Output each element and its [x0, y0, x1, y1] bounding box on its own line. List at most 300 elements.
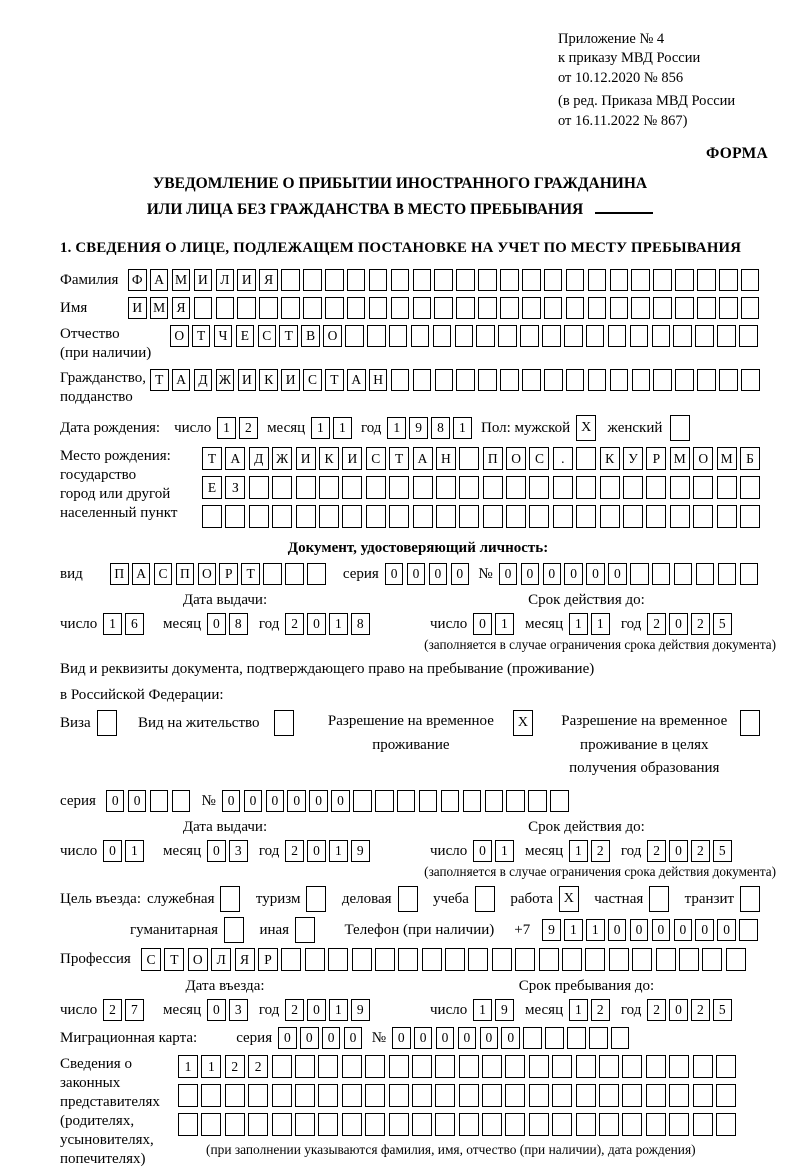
- char-cell[interactable]: 1: [125, 840, 144, 862]
- char-cell[interactable]: [194, 297, 213, 319]
- char-cell[interactable]: [693, 1055, 713, 1078]
- char-cell[interactable]: [675, 297, 694, 319]
- char-cell[interactable]: 0: [344, 1027, 363, 1049]
- char-cell[interactable]: Т: [202, 447, 222, 470]
- char-cell[interactable]: [225, 1113, 245, 1136]
- char-cell[interactable]: [172, 790, 191, 812]
- char-cell[interactable]: 0: [436, 1027, 455, 1049]
- char-cell[interactable]: [506, 505, 526, 528]
- char-cell[interactable]: М: [717, 447, 737, 470]
- char-cell[interactable]: [391, 269, 410, 291]
- char-cell[interactable]: [97, 710, 117, 736]
- char-cell[interactable]: О: [198, 563, 217, 585]
- char-cell[interactable]: 2: [691, 840, 710, 862]
- char-cell[interactable]: [459, 476, 479, 499]
- char-cell[interactable]: [445, 948, 465, 971]
- char-cell[interactable]: [539, 948, 559, 971]
- char-cell[interactable]: [366, 476, 386, 499]
- char-cell[interactable]: [435, 369, 454, 391]
- char-cell[interactable]: [398, 948, 418, 971]
- char-cell[interactable]: [630, 325, 649, 347]
- char-cell[interactable]: М: [150, 297, 169, 319]
- char-cell[interactable]: И: [194, 269, 213, 291]
- char-cell[interactable]: [475, 886, 495, 912]
- char-cell[interactable]: С: [303, 369, 322, 391]
- char-cell[interactable]: 0: [266, 790, 285, 812]
- char-cell[interactable]: [600, 505, 620, 528]
- char-cell[interactable]: К: [259, 369, 278, 391]
- char-cell[interactable]: .: [553, 447, 573, 470]
- char-cell[interactable]: 0: [521, 563, 540, 585]
- char-cell[interactable]: 1: [201, 1055, 221, 1078]
- char-cell[interactable]: 1: [473, 999, 492, 1021]
- char-cell[interactable]: X: [559, 886, 579, 912]
- char-cell[interactable]: [675, 269, 694, 291]
- char-cell[interactable]: [285, 563, 304, 585]
- char-cell[interactable]: [646, 1113, 666, 1136]
- char-cell[interactable]: [669, 1055, 689, 1078]
- char-cell[interactable]: [455, 325, 474, 347]
- char-cell[interactable]: 0: [244, 790, 263, 812]
- char-cell[interactable]: [553, 505, 573, 528]
- char-cell[interactable]: 1: [387, 417, 406, 439]
- char-cell[interactable]: [178, 1084, 198, 1107]
- char-cell[interactable]: [352, 948, 372, 971]
- char-cell[interactable]: [375, 790, 394, 812]
- char-cell[interactable]: [272, 1113, 292, 1136]
- char-cell[interactable]: [435, 1055, 455, 1078]
- char-cell[interactable]: [529, 1055, 549, 1078]
- char-cell[interactable]: 0: [300, 1027, 319, 1049]
- char-cell[interactable]: [741, 269, 760, 291]
- char-cell[interactable]: [522, 297, 541, 319]
- char-cell[interactable]: [589, 1027, 608, 1049]
- char-cell[interactable]: 1: [329, 613, 348, 635]
- char-cell[interactable]: Ж: [216, 369, 235, 391]
- char-cell[interactable]: [529, 505, 549, 528]
- char-cell[interactable]: [459, 447, 479, 470]
- char-cell[interactable]: [669, 1084, 689, 1107]
- char-cell[interactable]: [202, 505, 222, 528]
- char-cell[interactable]: [365, 1084, 385, 1107]
- char-cell[interactable]: [588, 369, 607, 391]
- char-cell[interactable]: [391, 297, 410, 319]
- char-cell[interactable]: [646, 505, 666, 528]
- char-cell[interactable]: [303, 269, 322, 291]
- char-cell[interactable]: [272, 1055, 292, 1078]
- char-cell[interactable]: X: [576, 415, 596, 441]
- char-cell[interactable]: С: [258, 325, 277, 347]
- char-cell[interactable]: [281, 269, 300, 291]
- char-cell[interactable]: [646, 476, 666, 499]
- char-cell[interactable]: 0: [564, 563, 583, 585]
- char-cell[interactable]: С: [154, 563, 173, 585]
- char-cell[interactable]: [656, 948, 676, 971]
- char-cell[interactable]: [389, 1084, 409, 1107]
- char-cell[interactable]: [459, 505, 479, 528]
- char-cell[interactable]: 2: [285, 840, 304, 862]
- char-cell[interactable]: Л: [216, 269, 235, 291]
- char-cell[interactable]: [225, 505, 245, 528]
- char-cell[interactable]: [576, 1055, 596, 1078]
- char-cell[interactable]: П: [110, 563, 129, 585]
- char-cell[interactable]: [413, 369, 432, 391]
- char-cell[interactable]: [717, 505, 737, 528]
- char-cell[interactable]: [318, 1055, 338, 1078]
- char-cell[interactable]: [718, 563, 737, 585]
- char-cell[interactable]: 0: [586, 563, 605, 585]
- char-cell[interactable]: [468, 948, 488, 971]
- char-cell[interactable]: 1: [311, 417, 330, 439]
- char-cell[interactable]: 2: [285, 613, 304, 635]
- char-cell[interactable]: [483, 476, 503, 499]
- char-cell[interactable]: 0: [608, 563, 627, 585]
- char-cell[interactable]: 6: [125, 613, 144, 635]
- char-cell[interactable]: [669, 1113, 689, 1136]
- char-cell[interactable]: [307, 563, 326, 585]
- char-cell[interactable]: [150, 790, 169, 812]
- char-cell[interactable]: [435, 1113, 455, 1136]
- char-cell[interactable]: 0: [414, 1027, 433, 1049]
- char-cell[interactable]: [413, 505, 433, 528]
- char-cell[interactable]: 0: [287, 790, 306, 812]
- char-cell[interactable]: [740, 886, 760, 912]
- char-cell[interactable]: [610, 369, 629, 391]
- char-cell[interactable]: [272, 476, 292, 499]
- char-cell[interactable]: [542, 325, 561, 347]
- char-cell[interactable]: А: [413, 447, 433, 470]
- char-cell[interactable]: К: [600, 447, 620, 470]
- char-cell[interactable]: [237, 297, 256, 319]
- char-cell[interactable]: 0: [499, 563, 518, 585]
- char-cell[interactable]: П: [176, 563, 195, 585]
- char-cell[interactable]: 3: [229, 999, 248, 1021]
- char-cell[interactable]: [545, 1027, 564, 1049]
- char-cell[interactable]: 0: [307, 840, 326, 862]
- char-cell[interactable]: [456, 297, 475, 319]
- char-cell[interactable]: [482, 1084, 502, 1107]
- char-cell[interactable]: [695, 325, 714, 347]
- char-cell[interactable]: М: [670, 447, 690, 470]
- char-cell[interactable]: 0: [307, 999, 326, 1021]
- char-cell[interactable]: 2: [691, 613, 710, 635]
- char-cell[interactable]: 0: [429, 563, 448, 585]
- char-cell[interactable]: [674, 563, 693, 585]
- char-cell[interactable]: 0: [717, 919, 736, 941]
- char-cell[interactable]: [522, 369, 541, 391]
- char-cell[interactable]: [459, 1113, 479, 1136]
- char-cell[interactable]: [389, 1113, 409, 1136]
- char-cell[interactable]: 8: [229, 613, 248, 635]
- char-cell[interactable]: [220, 886, 240, 912]
- char-cell[interactable]: [459, 1084, 479, 1107]
- char-cell[interactable]: О: [693, 447, 713, 470]
- char-cell[interactable]: [492, 948, 512, 971]
- char-cell[interactable]: И: [342, 447, 362, 470]
- char-cell[interactable]: [529, 1113, 549, 1136]
- char-cell[interactable]: [398, 886, 418, 912]
- char-cell[interactable]: 1: [569, 613, 588, 635]
- char-cell[interactable]: [522, 269, 541, 291]
- char-cell[interactable]: Н: [436, 447, 456, 470]
- char-cell[interactable]: [716, 1084, 736, 1107]
- char-cell[interactable]: 0: [458, 1027, 477, 1049]
- char-cell[interactable]: [505, 1113, 525, 1136]
- char-cell[interactable]: [528, 790, 547, 812]
- char-cell[interactable]: [576, 1113, 596, 1136]
- char-cell[interactable]: [631, 297, 650, 319]
- char-cell[interactable]: О: [506, 447, 526, 470]
- char-cell[interactable]: [515, 948, 535, 971]
- char-cell[interactable]: 9: [542, 919, 561, 941]
- char-cell[interactable]: [478, 297, 497, 319]
- char-cell[interactable]: 1: [569, 999, 588, 1021]
- char-cell[interactable]: [726, 948, 746, 971]
- char-cell[interactable]: [482, 1055, 502, 1078]
- char-cell[interactable]: Т: [325, 369, 344, 391]
- char-cell[interactable]: [622, 1055, 642, 1078]
- char-cell[interactable]: [739, 919, 758, 941]
- char-cell[interactable]: Б: [740, 447, 760, 470]
- char-cell[interactable]: [693, 505, 713, 528]
- char-cell[interactable]: [306, 886, 326, 912]
- char-cell[interactable]: А: [150, 269, 169, 291]
- char-cell[interactable]: 2: [239, 417, 258, 439]
- char-cell[interactable]: Е: [202, 476, 222, 499]
- char-cell[interactable]: [498, 325, 517, 347]
- char-cell[interactable]: [419, 790, 438, 812]
- char-cell[interactable]: [632, 369, 651, 391]
- char-cell[interactable]: [623, 476, 643, 499]
- char-cell[interactable]: [611, 1027, 630, 1049]
- char-cell[interactable]: 0: [451, 563, 470, 585]
- char-cell[interactable]: В: [301, 325, 320, 347]
- char-cell[interactable]: [610, 269, 629, 291]
- char-cell[interactable]: Р: [219, 563, 238, 585]
- char-cell[interactable]: [585, 948, 605, 971]
- char-cell[interactable]: [566, 297, 585, 319]
- char-cell[interactable]: [295, 1084, 315, 1107]
- char-cell[interactable]: Т: [279, 325, 298, 347]
- char-cell[interactable]: [248, 1113, 268, 1136]
- char-cell[interactable]: [318, 1084, 338, 1107]
- char-cell[interactable]: [550, 790, 569, 812]
- char-cell[interactable]: Т: [389, 447, 409, 470]
- char-cell[interactable]: Я: [235, 948, 255, 971]
- char-cell[interactable]: 0: [309, 790, 328, 812]
- char-cell[interactable]: [412, 1113, 432, 1136]
- char-cell[interactable]: О: [188, 948, 208, 971]
- char-cell[interactable]: 0: [501, 1027, 520, 1049]
- char-cell[interactable]: [342, 476, 362, 499]
- char-cell[interactable]: [576, 505, 596, 528]
- char-cell[interactable]: [366, 505, 386, 528]
- char-cell[interactable]: 8: [351, 613, 370, 635]
- char-cell[interactable]: [375, 948, 395, 971]
- char-cell[interactable]: [456, 369, 475, 391]
- char-cell[interactable]: С: [366, 447, 386, 470]
- char-cell[interactable]: [303, 297, 322, 319]
- char-cell[interactable]: [505, 1084, 525, 1107]
- char-cell[interactable]: [653, 369, 672, 391]
- char-cell[interactable]: 3: [229, 840, 248, 862]
- char-cell[interactable]: 2: [647, 840, 666, 862]
- char-cell[interactable]: [389, 325, 408, 347]
- char-cell[interactable]: [646, 1055, 666, 1078]
- char-cell[interactable]: 2: [248, 1055, 268, 1078]
- char-cell[interactable]: [249, 505, 269, 528]
- char-cell[interactable]: 2: [591, 999, 610, 1021]
- char-cell[interactable]: [412, 1084, 432, 1107]
- char-cell[interactable]: [739, 325, 758, 347]
- char-cell[interactable]: 2: [103, 999, 122, 1021]
- char-cell[interactable]: 0: [480, 1027, 499, 1049]
- char-cell[interactable]: [259, 297, 278, 319]
- title-blank-underline[interactable]: [595, 212, 653, 214]
- char-cell[interactable]: [586, 325, 605, 347]
- char-cell[interactable]: [433, 325, 452, 347]
- char-cell[interactable]: 1: [495, 840, 514, 862]
- char-cell[interactable]: 1: [217, 417, 236, 439]
- char-cell[interactable]: [325, 297, 344, 319]
- char-cell[interactable]: 2: [285, 999, 304, 1021]
- char-cell[interactable]: [552, 1055, 572, 1078]
- char-cell[interactable]: Т: [164, 948, 184, 971]
- char-cell[interactable]: [576, 447, 596, 470]
- char-cell[interactable]: [632, 948, 652, 971]
- char-cell[interactable]: 2: [591, 840, 610, 862]
- char-cell[interactable]: 5: [713, 613, 732, 635]
- char-cell[interactable]: [478, 269, 497, 291]
- char-cell[interactable]: [552, 1084, 572, 1107]
- char-cell[interactable]: [740, 710, 760, 736]
- char-cell[interactable]: [716, 1113, 736, 1136]
- char-cell[interactable]: У: [623, 447, 643, 470]
- char-cell[interactable]: [216, 297, 235, 319]
- char-cell[interactable]: 5: [713, 840, 732, 862]
- char-cell[interactable]: М: [172, 269, 191, 291]
- char-cell[interactable]: 1: [103, 613, 122, 635]
- char-cell[interactable]: Я: [259, 269, 278, 291]
- char-cell[interactable]: [609, 948, 629, 971]
- char-cell[interactable]: 0: [630, 919, 649, 941]
- char-cell[interactable]: 0: [207, 613, 226, 635]
- char-cell[interactable]: [719, 297, 738, 319]
- char-cell[interactable]: [670, 476, 690, 499]
- char-cell[interactable]: 0: [322, 1027, 341, 1049]
- char-cell[interactable]: 0: [652, 919, 671, 941]
- char-cell[interactable]: 1: [564, 919, 583, 941]
- char-cell[interactable]: [693, 476, 713, 499]
- char-cell[interactable]: 1: [329, 999, 348, 1021]
- char-cell[interactable]: А: [347, 369, 366, 391]
- char-cell[interactable]: [622, 1084, 642, 1107]
- char-cell[interactable]: 0: [407, 563, 426, 585]
- char-cell[interactable]: 9: [351, 999, 370, 1021]
- char-cell[interactable]: [693, 1084, 713, 1107]
- char-cell[interactable]: [505, 1055, 525, 1078]
- char-cell[interactable]: 0: [106, 790, 125, 812]
- char-cell[interactable]: [201, 1113, 221, 1136]
- char-cell[interactable]: [652, 325, 671, 347]
- char-cell[interactable]: [623, 505, 643, 528]
- char-cell[interactable]: [719, 369, 738, 391]
- char-cell[interactable]: [369, 297, 388, 319]
- char-cell[interactable]: 2: [691, 999, 710, 1021]
- char-cell[interactable]: [272, 1084, 292, 1107]
- char-cell[interactable]: И: [128, 297, 147, 319]
- char-cell[interactable]: [622, 1113, 642, 1136]
- char-cell[interactable]: 0: [128, 790, 147, 812]
- char-cell[interactable]: Р: [646, 447, 666, 470]
- char-cell[interactable]: 0: [103, 840, 122, 862]
- char-cell[interactable]: [436, 476, 456, 499]
- char-cell[interactable]: [599, 1055, 619, 1078]
- char-cell[interactable]: Т: [241, 563, 260, 585]
- char-cell[interactable]: [305, 948, 325, 971]
- char-cell[interactable]: [347, 269, 366, 291]
- char-cell[interactable]: [552, 1113, 572, 1136]
- char-cell[interactable]: [696, 563, 715, 585]
- char-cell[interactable]: [434, 297, 453, 319]
- char-cell[interactable]: К: [319, 447, 339, 470]
- char-cell[interactable]: [529, 1084, 549, 1107]
- char-cell[interactable]: [567, 1027, 586, 1049]
- char-cell[interactable]: [436, 505, 456, 528]
- char-cell[interactable]: [342, 1084, 362, 1107]
- char-cell[interactable]: [631, 269, 650, 291]
- char-cell[interactable]: [441, 790, 460, 812]
- char-cell[interactable]: С: [529, 447, 549, 470]
- char-cell[interactable]: Е: [236, 325, 255, 347]
- char-cell[interactable]: 0: [473, 840, 492, 862]
- char-cell[interactable]: [717, 325, 736, 347]
- char-cell[interactable]: И: [281, 369, 300, 391]
- char-cell[interactable]: [673, 325, 692, 347]
- char-cell[interactable]: [463, 790, 482, 812]
- char-cell[interactable]: 0: [669, 999, 688, 1021]
- char-cell[interactable]: [325, 269, 344, 291]
- char-cell[interactable]: [249, 476, 269, 499]
- char-cell[interactable]: [693, 1113, 713, 1136]
- char-cell[interactable]: [600, 476, 620, 499]
- char-cell[interactable]: 1: [333, 417, 352, 439]
- char-cell[interactable]: 0: [278, 1027, 297, 1049]
- char-cell[interactable]: [225, 1084, 245, 1107]
- char-cell[interactable]: [576, 1084, 596, 1107]
- char-cell[interactable]: [717, 476, 737, 499]
- char-cell[interactable]: [342, 505, 362, 528]
- char-cell[interactable]: 0: [222, 790, 241, 812]
- char-cell[interactable]: Д: [194, 369, 213, 391]
- char-cell[interactable]: [599, 1113, 619, 1136]
- char-cell[interactable]: [422, 948, 442, 971]
- char-cell[interactable]: 2: [647, 999, 666, 1021]
- char-cell[interactable]: [476, 325, 495, 347]
- char-cell[interactable]: [478, 369, 497, 391]
- char-cell[interactable]: С: [141, 948, 161, 971]
- char-cell[interactable]: 0: [543, 563, 562, 585]
- char-cell[interactable]: [741, 297, 760, 319]
- char-cell[interactable]: 7: [125, 999, 144, 1021]
- char-cell[interactable]: [523, 1027, 542, 1049]
- char-cell[interactable]: [319, 505, 339, 528]
- char-cell[interactable]: П: [483, 447, 503, 470]
- char-cell[interactable]: 0: [695, 919, 714, 941]
- char-cell[interactable]: [697, 297, 716, 319]
- char-cell[interactable]: [653, 269, 672, 291]
- char-cell[interactable]: 9: [495, 999, 514, 1021]
